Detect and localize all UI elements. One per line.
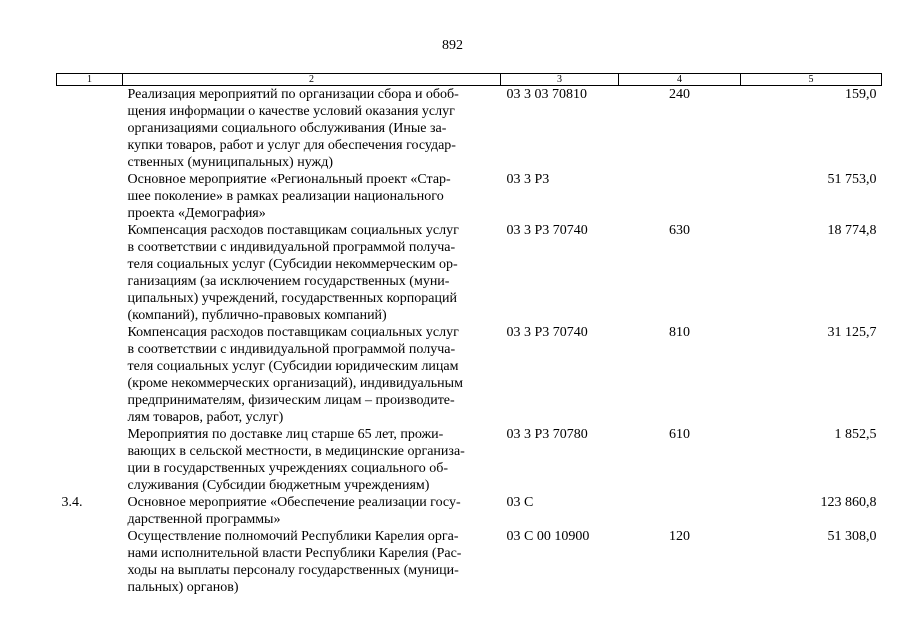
row-name-line: ственных (муниципальных) нужд) bbox=[127, 155, 333, 170]
table-row bbox=[57, 324, 882, 426]
row-name-line: Основное мероприятие «Обеспечение реализации госу- bbox=[127, 495, 461, 510]
row-name-line: нами исполнительной власти Республики Карелия (Рас- bbox=[127, 546, 462, 561]
row-name-line: предпринимателям, физическим лицам – производите- bbox=[127, 393, 455, 408]
row-sum: 123 860,8 bbox=[820, 495, 877, 510]
row-sum: 51 308,0 bbox=[827, 529, 877, 544]
row-number bbox=[57, 171, 123, 222]
row-name-line: ганизациям (за исключением государственных (муни- bbox=[127, 274, 450, 289]
row-expense-type: 240 bbox=[669, 87, 690, 102]
row-number bbox=[57, 426, 123, 494]
row-name-line: Осуществление полномочий Республики Карелия орга- bbox=[127, 529, 459, 544]
row-sum: 1 852,5 bbox=[834, 427, 877, 442]
row-number bbox=[57, 528, 123, 596]
row-name-line: Мероприятия по доставке лиц старше 65 лет, прожи- bbox=[127, 427, 444, 442]
row-name-line: в соответствии с индивидуальной программой получа- bbox=[127, 240, 456, 255]
row-name bbox=[123, 426, 501, 494]
row-name-line: купки товаров, работ и услуг для обеспечения государ- bbox=[127, 138, 456, 153]
row-name-line: ходы на выплаты персоналу государственных (муници- bbox=[127, 563, 459, 578]
header-col-1: 1 bbox=[57, 74, 123, 86]
table-row bbox=[57, 528, 882, 596]
row-name-line: теля социальных услуг (Субсидии некоммерческим ор- bbox=[127, 257, 458, 272]
table-body bbox=[57, 86, 882, 597]
row-name-line: теля социальных услуг (Субсидии юридическим лицам bbox=[127, 359, 459, 374]
header-col-4: 4 bbox=[619, 74, 741, 86]
row-name-line: Компенсация расходов поставщикам социальных услуг bbox=[127, 325, 459, 340]
row-sum: 159,0 bbox=[845, 87, 877, 102]
row-sum: 18 774,8 bbox=[827, 223, 877, 238]
row-expense-type bbox=[619, 171, 741, 222]
row-name-line: организациями социального обслуживания (Иные за- bbox=[127, 121, 447, 136]
row-name-line: шее поколение» в рамках реализации национального bbox=[127, 189, 444, 204]
row-number bbox=[57, 222, 123, 324]
row-number bbox=[57, 324, 123, 426]
page-number: 892 bbox=[442, 38, 463, 53]
row-name-line: щения информации о качестве условий оказания услуг bbox=[127, 104, 455, 119]
row-name-line: Основное мероприятие «Региональный проект «Стар- bbox=[127, 172, 451, 187]
row-number bbox=[57, 86, 123, 172]
row-name-line: пальных) органов) bbox=[127, 580, 239, 595]
table-row bbox=[57, 171, 882, 222]
row-code: 03 3 P3 70740 bbox=[506, 325, 588, 340]
table-row bbox=[57, 86, 882, 172]
header-row bbox=[57, 74, 882, 86]
row-code: 03 3 P3 70740 bbox=[506, 223, 588, 238]
row-expense-type bbox=[619, 494, 741, 528]
row-name bbox=[123, 171, 501, 222]
row-sum: 51 753,0 bbox=[827, 172, 877, 187]
row-expense-type: 610 bbox=[669, 427, 690, 442]
row-number: 3.4. bbox=[61, 495, 83, 510]
row-name-line: ципальных) учреждений, государственных корпораций bbox=[127, 291, 457, 306]
row-name-line: вающих в сельской местности, в медицинские организа- bbox=[127, 444, 465, 459]
row-name bbox=[123, 324, 501, 426]
row-code: 03 3 P3 bbox=[506, 172, 550, 187]
row-name-line: лям товаров, работ, услуг) bbox=[127, 410, 284, 425]
row-name-line: (кроме некоммерческих организаций), индивидуальным bbox=[127, 376, 463, 391]
row-code: 03 3 P3 70780 bbox=[506, 427, 588, 442]
header-col-3: 3 bbox=[501, 74, 619, 86]
row-name-line: проекта «Демография» bbox=[127, 206, 266, 221]
row-code: 03 С bbox=[506, 495, 534, 510]
row-name bbox=[123, 86, 501, 172]
row-name-line: Компенсация расходов поставщикам социальных услуг bbox=[127, 223, 459, 238]
row-expense-type: 630 bbox=[669, 223, 690, 238]
row-name-line: (компаний), публично-правовых компаний) bbox=[127, 308, 387, 323]
row-expense-type: 810 bbox=[669, 325, 690, 340]
row-sum: 31 125,7 bbox=[827, 325, 877, 340]
row-name bbox=[123, 222, 501, 324]
row-name bbox=[123, 494, 501, 528]
table-row bbox=[57, 426, 882, 494]
budget-table bbox=[56, 73, 882, 596]
row-name bbox=[123, 528, 501, 596]
header-col-2: 2 bbox=[123, 74, 501, 86]
table-header bbox=[57, 74, 882, 86]
row-name-line: служивания (Субсидии бюджетным учреждениям) bbox=[127, 478, 430, 493]
table-row bbox=[57, 222, 882, 324]
header-col-5: 5 bbox=[741, 74, 882, 86]
row-name-line: дарственной программы» bbox=[127, 512, 281, 527]
row-expense-type: 120 bbox=[669, 529, 690, 544]
row-code: 03 С 00 10900 bbox=[506, 529, 590, 544]
row-code: 03 3 03 70810 bbox=[506, 87, 587, 102]
row-name-line: ции в государственных учреждениях социального об- bbox=[127, 461, 449, 476]
row-name-line: в соответствии с индивидуальной программой получа- bbox=[127, 342, 456, 357]
row-name-line: Реализация мероприятий по организации сбора и обоб- bbox=[127, 87, 459, 102]
table-row bbox=[57, 494, 882, 528]
